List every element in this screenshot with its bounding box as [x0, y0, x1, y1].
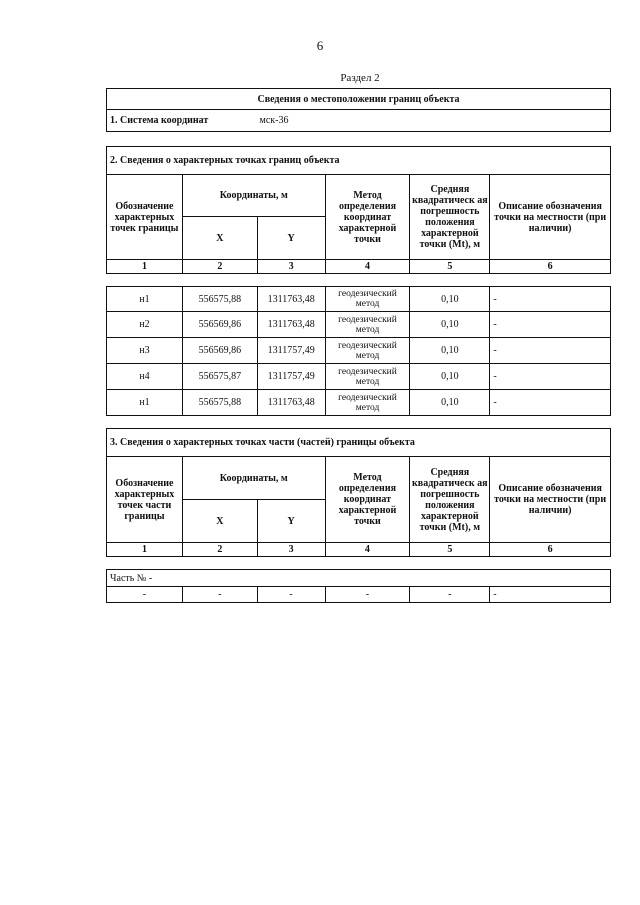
- col-num: 4: [325, 543, 410, 557]
- page-number: 6: [316, 38, 324, 53]
- point-desc: -: [490, 312, 611, 338]
- point-method: геодезический метод: [325, 312, 410, 338]
- h-method: Метод определения координат характерной точки: [325, 457, 410, 543]
- point-method: геодезический метод: [325, 364, 410, 390]
- empty-cell: -: [325, 587, 410, 603]
- point-method: геодезический метод: [325, 338, 410, 364]
- table-row: [107, 338, 611, 364]
- h-x: X: [182, 500, 257, 543]
- point-y: 1311757,49: [257, 364, 325, 390]
- point-x: 556569,86: [182, 312, 257, 338]
- h-x: X: [182, 217, 257, 260]
- point-desc: -: [490, 338, 611, 364]
- point-x: 556575,87: [182, 364, 257, 390]
- table-row: [107, 587, 611, 603]
- h-y: Y: [257, 217, 325, 260]
- h-accuracy: Средняя квадратическ ая погрешность положения характерной точки (Mt), м: [410, 175, 490, 260]
- point-name: н2: [107, 312, 183, 338]
- point-name: н1: [107, 390, 183, 416]
- boundary-points-table: [106, 146, 611, 416]
- h-coords: Координаты, м: [182, 175, 325, 217]
- point-y: 1311763,48: [257, 312, 325, 338]
- part-label: Часть № -: [107, 570, 611, 587]
- location-header-table: [106, 88, 611, 132]
- point-x: 556575,88: [182, 287, 257, 312]
- col-num: 4: [325, 260, 410, 274]
- point-mt: 0,10: [410, 364, 490, 390]
- h-method: Метод определения координат характерной точки: [325, 175, 410, 260]
- h-designation: Обозначение характерных точек части границы: [107, 457, 183, 543]
- col-num: 1: [107, 543, 183, 557]
- h-description: Описание обозначения точки на местности (при наличии): [490, 175, 611, 260]
- parts-table-title: 3. Сведения о характерных точках части (частей) границы объекта: [107, 429, 611, 457]
- col-num: 3: [257, 543, 325, 557]
- points-table-title: 2. Сведения о характерных точках границ объекта: [107, 147, 611, 175]
- point-desc: -: [490, 390, 611, 416]
- part-boundary-points-table: [106, 428, 611, 603]
- empty-cell: -: [490, 587, 611, 603]
- coord-system-label: 1. Система координат: [107, 110, 257, 132]
- table-row: [107, 287, 611, 312]
- table-spacer: [107, 274, 611, 287]
- point-mt: 0,10: [410, 312, 490, 338]
- empty-cell: -: [410, 587, 490, 603]
- h-description: Описание обозначения точки на местности (при наличии): [490, 457, 611, 543]
- point-y: 1311763,48: [257, 390, 325, 416]
- empty-cell: -: [182, 587, 257, 603]
- col-num: 6: [490, 543, 611, 557]
- table-row: [107, 364, 611, 390]
- point-desc: -: [490, 287, 611, 312]
- point-mt: 0,10: [410, 338, 490, 364]
- col-num: 6: [490, 260, 611, 274]
- h-accuracy: Средняя квадратическ ая погрешность положения характерной точки (Mt), м: [410, 457, 490, 543]
- point-name: н1: [107, 287, 183, 312]
- h-y: Y: [257, 500, 325, 543]
- col-num: 5: [410, 543, 490, 557]
- col-num: 5: [410, 260, 490, 274]
- point-mt: 0,10: [410, 287, 490, 312]
- table-row: [107, 312, 611, 338]
- point-name: н3: [107, 338, 183, 364]
- col-num: 3: [257, 260, 325, 274]
- location-title: Сведения о местоположении границ объекта: [107, 89, 611, 110]
- h-coords: Координаты, м: [182, 457, 325, 500]
- point-name: н4: [107, 364, 183, 390]
- col-num: 2: [182, 543, 257, 557]
- coord-system-value: мск-36: [257, 110, 611, 132]
- point-y: 1311763,48: [257, 287, 325, 312]
- col-num: 2: [182, 260, 257, 274]
- point-method: геодезический метод: [325, 287, 410, 312]
- empty-cell: -: [257, 587, 325, 603]
- table-row: [107, 390, 611, 416]
- point-desc: -: [490, 364, 611, 390]
- point-x: 556569,86: [182, 338, 257, 364]
- point-mt: 0,10: [410, 390, 490, 416]
- point-method: геодезический метод: [325, 390, 410, 416]
- point-x: 556575,88: [182, 390, 257, 416]
- section-title: Раздел 2: [340, 72, 380, 84]
- table-spacer: [107, 557, 611, 570]
- h-designation: Обозначение характерных точек границы: [107, 175, 183, 260]
- col-num: 1: [107, 260, 183, 274]
- empty-cell: -: [107, 587, 183, 603]
- point-y: 1311757,49: [257, 338, 325, 364]
